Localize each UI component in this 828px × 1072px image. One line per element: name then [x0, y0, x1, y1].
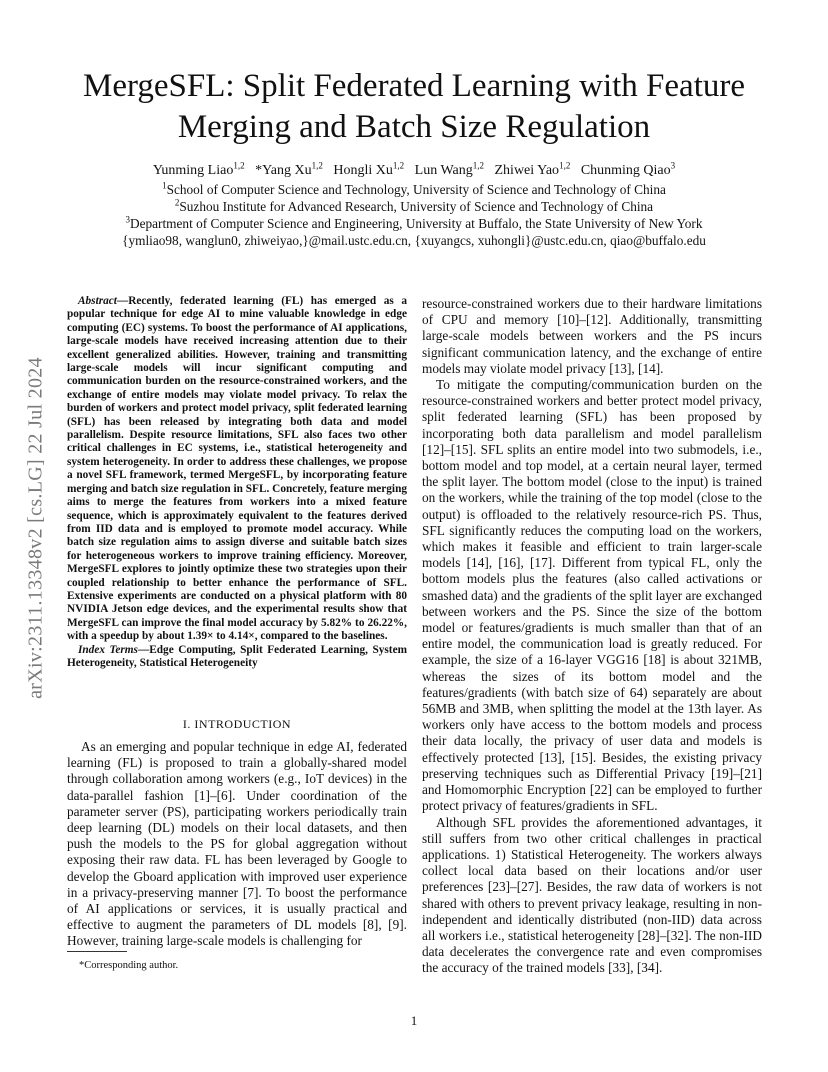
- title-line-1: MergeSFL: Split Federated Learning with Feature: [83, 68, 745, 104]
- right-paragraph-2: To mitigate the computing/communication burden on the resource-constrained workers and better protect model privacy, split federated learning (SFL) has been proposed by incorporating both data parallelism and model parallelism [12]–[15]. SFL splits an entire model into two submodels, i.e., bottom model and top model, at a certain neural layer, termed the split layer. The bottom model (close to the input) is trained on the workers, while the training of the top model (close to the output) is offloaded to the relatively resource-rich PS. Thus, SFL significantly reduces the computing load on the workers, which makes it feasible and efficient to train larger-scale models [14], [16], [17]. Different from typical FL, only the bottom models plus the features (also called activations or smashed data) and the gradients of the split layer are exchanged between workers and the PS. Since the size of the bottom model or features/gradients is much smaller than that of an entire model, the communication load is greatly reduced. For example, the size of a 16-layer VGG16 [18] is about 321MB, whereas the sizes of its bottom model and the features/gradients (with batch size of 64) separately are about 56MB and 3MB, when splitting the model at the 13th layer. As workers only have access to the bottom models and process their data locally, the privacy of user data and models is effectively protected [13], [15]. Besides, the existing privacy preserving techniques such as Differential Privacy [19]–[21] and Homomorphic Encryption [22] can be employed to further protect privacy of features/gradients in SFL.: [422, 377, 762, 814]
- footnote-rule: [67, 951, 127, 952]
- right-paragraph-3: Although SFL provides the aforementioned advantages, it still suffers from two other critical challenges in practical applications. 1) Statistical Heterogeneity. The workers always collect local data based on their locations and/or user preferences [23]–[27]. Besides, the raw data of workers is not shared with others to prevent privacy leakage, resulting in non-independent and identically distributed (non-IID) data across all workers i.e., statistical heterogeneity [28]–[32]. The non-IID data decelerates the convergence rate and even compromises the accuracy of the trained models [33], [34].: [422, 814, 762, 976]
- section-heading: I. INTRODUCTION: [182, 717, 292, 731]
- title-line-2: Merging and Batch Size Regulation: [177, 109, 651, 145]
- page-number: 1: [410, 1013, 418, 1028]
- author-emails: {ymliao98, wanglun0, zhiweiyao,}@mail.ustc.edu.cn, {xuyangcs, xuhongli}@ustc.edu.cn, qiao@buffalo.edu: [122, 233, 706, 248]
- author: Zhiwei Yao$^{1,2}$: [494, 160, 571, 178]
- footnote: *Corresponding author.: [79, 960, 179, 971]
- arxiv-sidebar: [22, 298, 50, 758]
- author: *Yang Xu$^{1,2}$: [255, 160, 323, 178]
- abstract-label: Abstract: [78, 295, 117, 307]
- affiliation: $^2$Suzhou Institute for Advanced Research, University of Science and Technology of China: [174, 197, 654, 214]
- affiliation: $^3$Department of Computer Science and Engineering, University at Buffalo, the State University of New York: [125, 214, 703, 231]
- intro-left-column: [67, 739, 407, 950]
- intro-paragraph: As an emerging and popular technique in edge AI, federated learning (FL) is proposed to train a globally-shared model through collaboration among workers (e.g., IoT devices) in the data-parallel fashion [1]–[6]. Under coordination of the parameter server (PS), participating workers periodically train deep learning (DL) models on their local datasets, and then push the models to the PS for global aggregation without exposing their raw data. FL has been leveraged by Google to develop the Gboard application with improved user experience in a privacy-preserving manner [7]. To boost the performance of AI applications or services, it is usually practical and effective to augment the parameters of DL models [8], [9]. However, training large-scale models is challenging for: [67, 739, 407, 949]
- arxiv-id[interactable]: arXiv:2311.13348v2 [cs.LG] 22 Jul 2024: [24, 357, 47, 699]
- index-terms-label: Index Terms: [78, 643, 138, 656]
- author: Hongli Xu$^{1,2}$: [333, 160, 405, 178]
- abstract-text: —Recently, federated learning (FL) has emerged as a popular technique for edge AI to mine valuable knowledge in edge computing (EC) systems. To boost the performance of AI applications, large-scale models have received increasing attention due to their excellent generalized abilities. However, training and transmitting large-scale models will incur significant computing and communication burden on the resource-constrained workers, and the exchange of entire models may violate model privacy. To relax the burden of workers and protect model privacy, split federated learning (SFL) has been released by integrating both data and model parallelism. Despite resource limitations, SFL also faces two other critical challenges in EC systems, i.e., statistical heterogeneity and system heterogeneity. In order to address these challenges, we propose a novel SFL framework, termed MergeSFL, by incorporating feature merging and batch size regulation in SFL. Concretely, feature merging aims to merge the features from workers into a mixed feature sequence, which is approximately equivalent to the features derived from IID data and is employed to promote model accuracy. While batch size regulation aims to assign diverse and suitable batch sizes for heterogeneous workers to improve training efficiency. Moreover, MergeSFL explores to jointly optimize these two strategies upon their coupled relationship to better enhance the performance of SFL. Extensive experiments are conducted on a physical platform with 80 NVIDIA Jetson edge devices, and the experimental results show that MergeSFL can improve the final model accuracy by 5.82% to 26.22%, with a speedup by about 1.39× to 4.14×, compared to the baselines.: [67, 295, 407, 643]
- author: Yunming Liao$^{1,2}$: [152, 160, 245, 178]
- abstract: [67, 295, 407, 670]
- affiliation: $^1$School of Computer Science and Technology, University of Science and Technology of China: [162, 180, 666, 197]
- paper-title: [60, 66, 768, 148]
- index-terms-text: —Edge Computing, Split Federated Learning, System Heterogeneity, Statistical Heterogeneity: [67, 643, 407, 669]
- author: Lun Wang$^{1,2}$: [414, 160, 484, 178]
- author-list: [60, 162, 768, 180]
- author: Chunming Qiao$^3$: [580, 160, 676, 178]
- right-paragraph-1: resource-constrained workers due to their hardware limitations of CPU and memory [10]–[12]. Additionally, transmitting large-scale models between workers and the PS incurs significant communication latency, and the exchange of entire models may violate model privacy [13], [14].: [422, 296, 762, 376]
- right-column: [422, 296, 762, 977]
